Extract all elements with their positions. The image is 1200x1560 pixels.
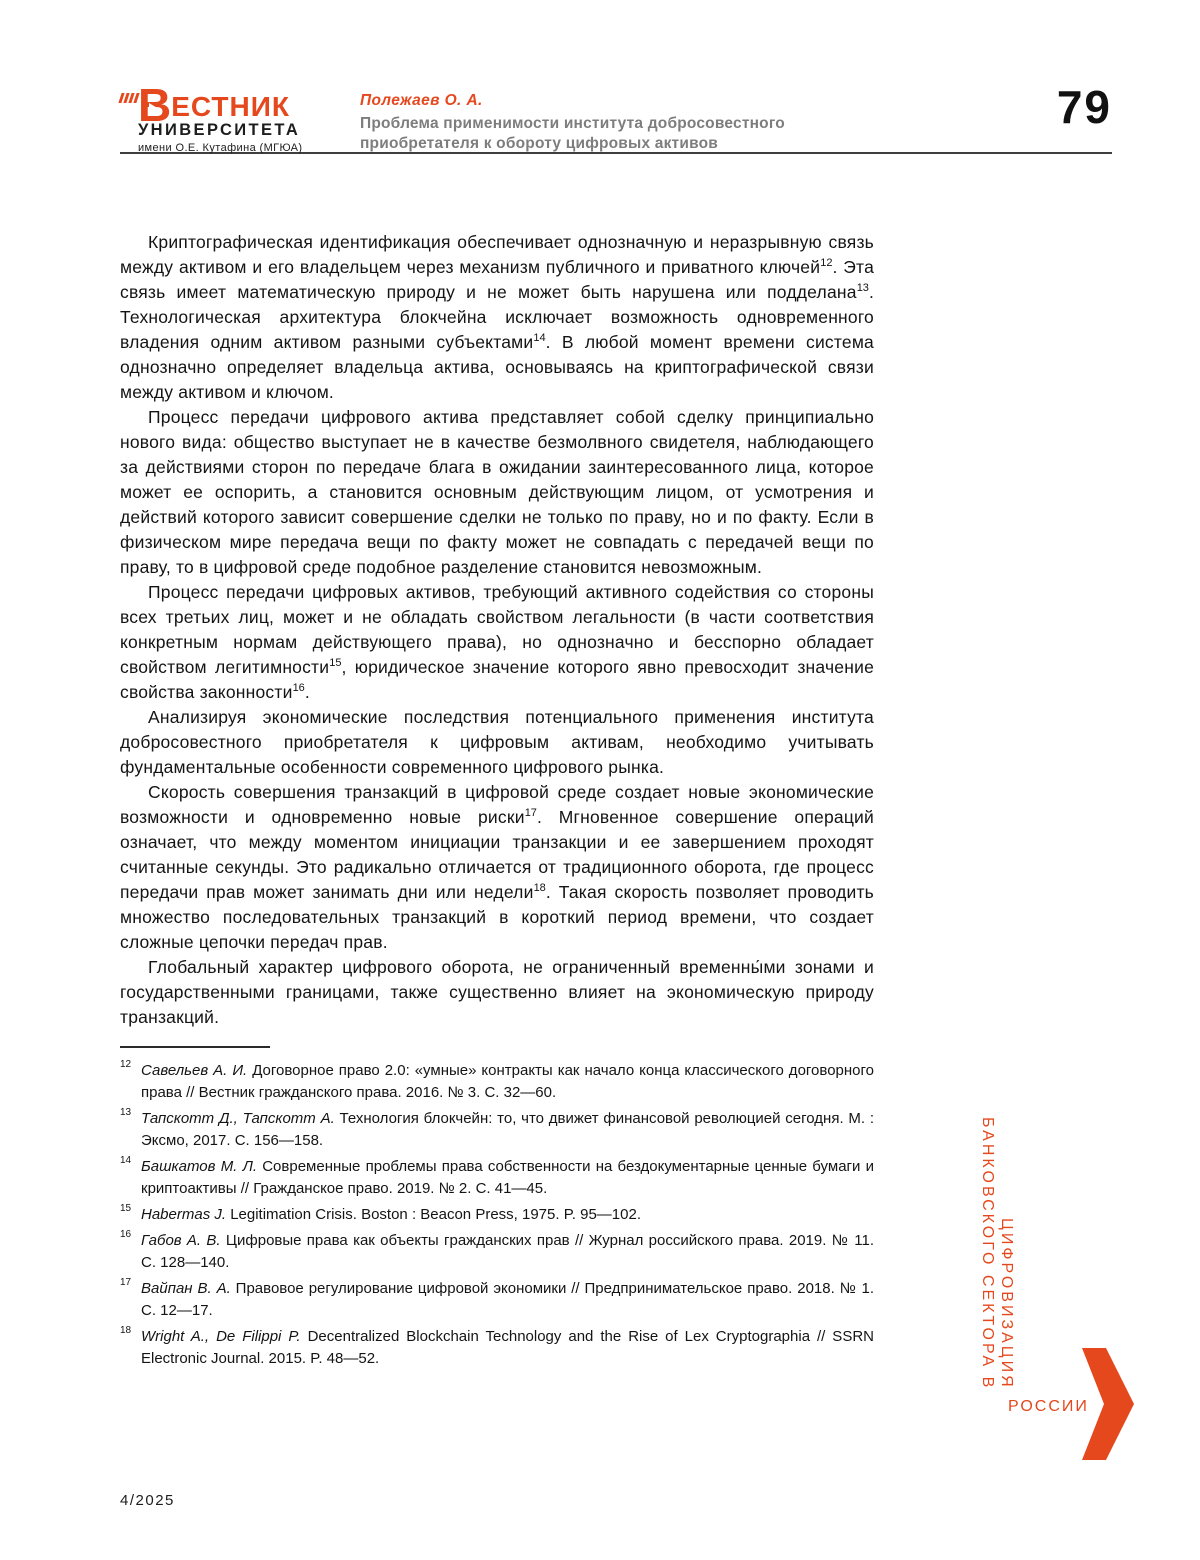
footnote-number: 12 — [120, 1059, 132, 1070]
article-title-line1: Проблема применимости института добросовестного — [360, 115, 785, 132]
article-body — [120, 230, 874, 1374]
footnotes-list — [120, 1060, 874, 1370]
section-caption-line2: БАНКОВСКОГО СЕКТОРА В — [979, 1116, 996, 1390]
issue-number: 4/2025 — [120, 1492, 175, 1509]
body-paragraphs — [120, 230, 874, 1030]
footnote-number: 17 — [120, 1277, 132, 1288]
paragraph: Скорость совершения транзакций в цифровой среде создает новые экономические возможности и одновременно новые риски$^{17}$. Мгновенное совершение операций означает, что между моментом инициации транзакции и ее завершением проходят считанные секунды. Это радикально отличается от традиционного оборота, где процесс передачи прав может занимать дни или недели$^{18}$. Такая скорость позволяет проводить множество последовательных транзакций в короткий период времени, что создает сложные цепочки передач прав. — [120, 782, 874, 952]
paragraph: Криптографическая идентификация обеспечивает однозначную и неразрывную связь между активом и его владельцем через механизм публичного и приватного ключей$^{12}$. Эта связь имеет математическую природу и не может быть нарушена или подделана$^{13}$. Технологическая архитектура блокчейна исключает возможность одновременного владения одним активом разными субъектами$^{14}$. В любой момент времени система однозначно определяет владельца актива, основываясь на криптографической связи между активом и ключом. — [120, 232, 874, 402]
logo-subtitle: имени О.Е. Кутафина (МГЮА) — [138, 142, 303, 154]
page-header — [120, 79, 1112, 154]
footnote: 12 Савельев А. И. Договорное право 2.0: «умные» контракты как начало конца классического договорного права // Вестник гражданского права. 2016. № 3. С. 32—60. — [120, 1059, 874, 1101]
footnote: 14 Башкатов М. Л. Современные проблемы права собственности на бездокументарные ценные бумаги и криптоактивы // Гражданское право. 2019. № 2. С. 41—45. — [120, 1155, 874, 1197]
footnote-ref: 15 — [329, 657, 342, 670]
logo-university: УНИВЕРСИТЕТА — [138, 121, 301, 139]
running-head — [360, 92, 785, 154]
footnote-ref: 14 — [533, 332, 546, 345]
footnote-ref: 16 — [292, 682, 305, 695]
footnote-ref: 13 — [856, 282, 869, 295]
journal-arrow-icon — [1082, 1348, 1134, 1460]
footnote-author: Habermas J. — [141, 1206, 227, 1223]
footnote-author: Тапскотт Д., Тапскотт А. — [141, 1110, 335, 1127]
footnote-author: Башкатов М. Л. — [141, 1158, 258, 1175]
footnote-number: 16 — [120, 1229, 132, 1240]
logo-letter-v: В — [138, 79, 172, 131]
logo-wordmark-rest: ЕСТНИК — [171, 91, 290, 122]
footnote-number: 15 — [120, 1203, 132, 1214]
footnote: 18 Wright A., De Filippi P. Decentralized Blockchain Technology and the Rise of Lex Cryptographia // SSRN Electronic Journal. 2015. P. 48—52. — [120, 1325, 874, 1367]
footnote: 13 Тапскотт Д., Тапскотт А. Технология блокчейн: то, что движет финансовой революцией сегодня. М. : Эксмо, 2017. С. 156—158. — [120, 1107, 874, 1149]
article-title-line2: приобретателя к обороту цифровых активов — [360, 135, 718, 152]
footnote-separator — [120, 1046, 270, 1048]
article-author: Полежаев О. А. — [360, 92, 483, 109]
section-caption-country: РОССИИ — [1008, 1398, 1089, 1415]
article-title — [360, 114, 785, 154]
paragraph: Процесс передачи цифровых активов, требующий активного содействия со стороны всех третьих лиц, может и не обладать свойством легальности (в части соответствия конкретным нормам действующего права), но однозначно и бесспорно обладает свойством легитимности$^{15}$, юридическое значение которого явно превосходит значение свойства законности$^{16}$. — [120, 582, 874, 702]
paragraph: Глобальный характер цифрового оборота, не ограниченный временны́ми зонами и государственными границами, также существенно влияет на экономическую природу транзакций. — [120, 957, 874, 1027]
footnote-author: Савельев А. И. — [141, 1062, 248, 1079]
footnote-ref: 17 — [524, 807, 537, 820]
page-number: 79 — [1056, 81, 1112, 133]
footnote-number: 18 — [120, 1325, 132, 1336]
footnote-number: 13 — [120, 1107, 132, 1118]
logo-text — [120, 79, 370, 154]
footnote-author: Габов А. В. — [141, 1232, 221, 1249]
section-caption-vertical — [978, 1090, 1016, 1390]
footnote-ref: 18 — [533, 882, 546, 895]
footnote-author: Вайпан В. А. — [141, 1280, 231, 1297]
footnote-number: 14 — [120, 1155, 132, 1166]
footnote-author: Wright A., De Filippi P. — [141, 1328, 301, 1345]
footnote: 17 Вайпан В. А. Правовое регулирование цифровой экономики // Предпринимательское право. 2018. № 1. С. 12—17. — [120, 1277, 874, 1319]
journal-logo — [120, 79, 370, 154]
logo-ticks-icon — [120, 93, 138, 103]
section-caption-line1: ЦИФРОВИЗАЦИЯ — [998, 1218, 1015, 1390]
paragraph: Анализируя экономические последствия потенциального применения института добросовестного приобретателя к цифровым активам, необходимо учитывать фундаментальные особенности современного цифрового рынка. — [120, 707, 874, 777]
footnote: 16 Габов А. В. Цифровые права как объекты гражданских прав // Журнал российского права. 2019. № 11. С. 128—140. — [120, 1229, 875, 1271]
footnote-ref: 12 — [820, 257, 833, 270]
footnote: 15 Habermas J. Legitimation Crisis. Boston : Beacon Press, 1975. P. 95—102. — [120, 1203, 641, 1223]
paragraph: Процесс передачи цифрового актива представляет собой сделку принципиально нового вида: общество выступает не в качестве безмолвного свидетеля, наблюдающего за действиями сторон по передаче блага в ожидании заинтересованного лица, которое может ее оспорить, а становится основным действующим лицом, от усмотрения и действий которого зависит совершение сделки не только по праву, но и по факту. Если в физическом мире передача вещи по факту может не совпадать с передачей вещи по праву, то в цифровой среде подобное разделение становится невозможным. — [120, 407, 874, 577]
